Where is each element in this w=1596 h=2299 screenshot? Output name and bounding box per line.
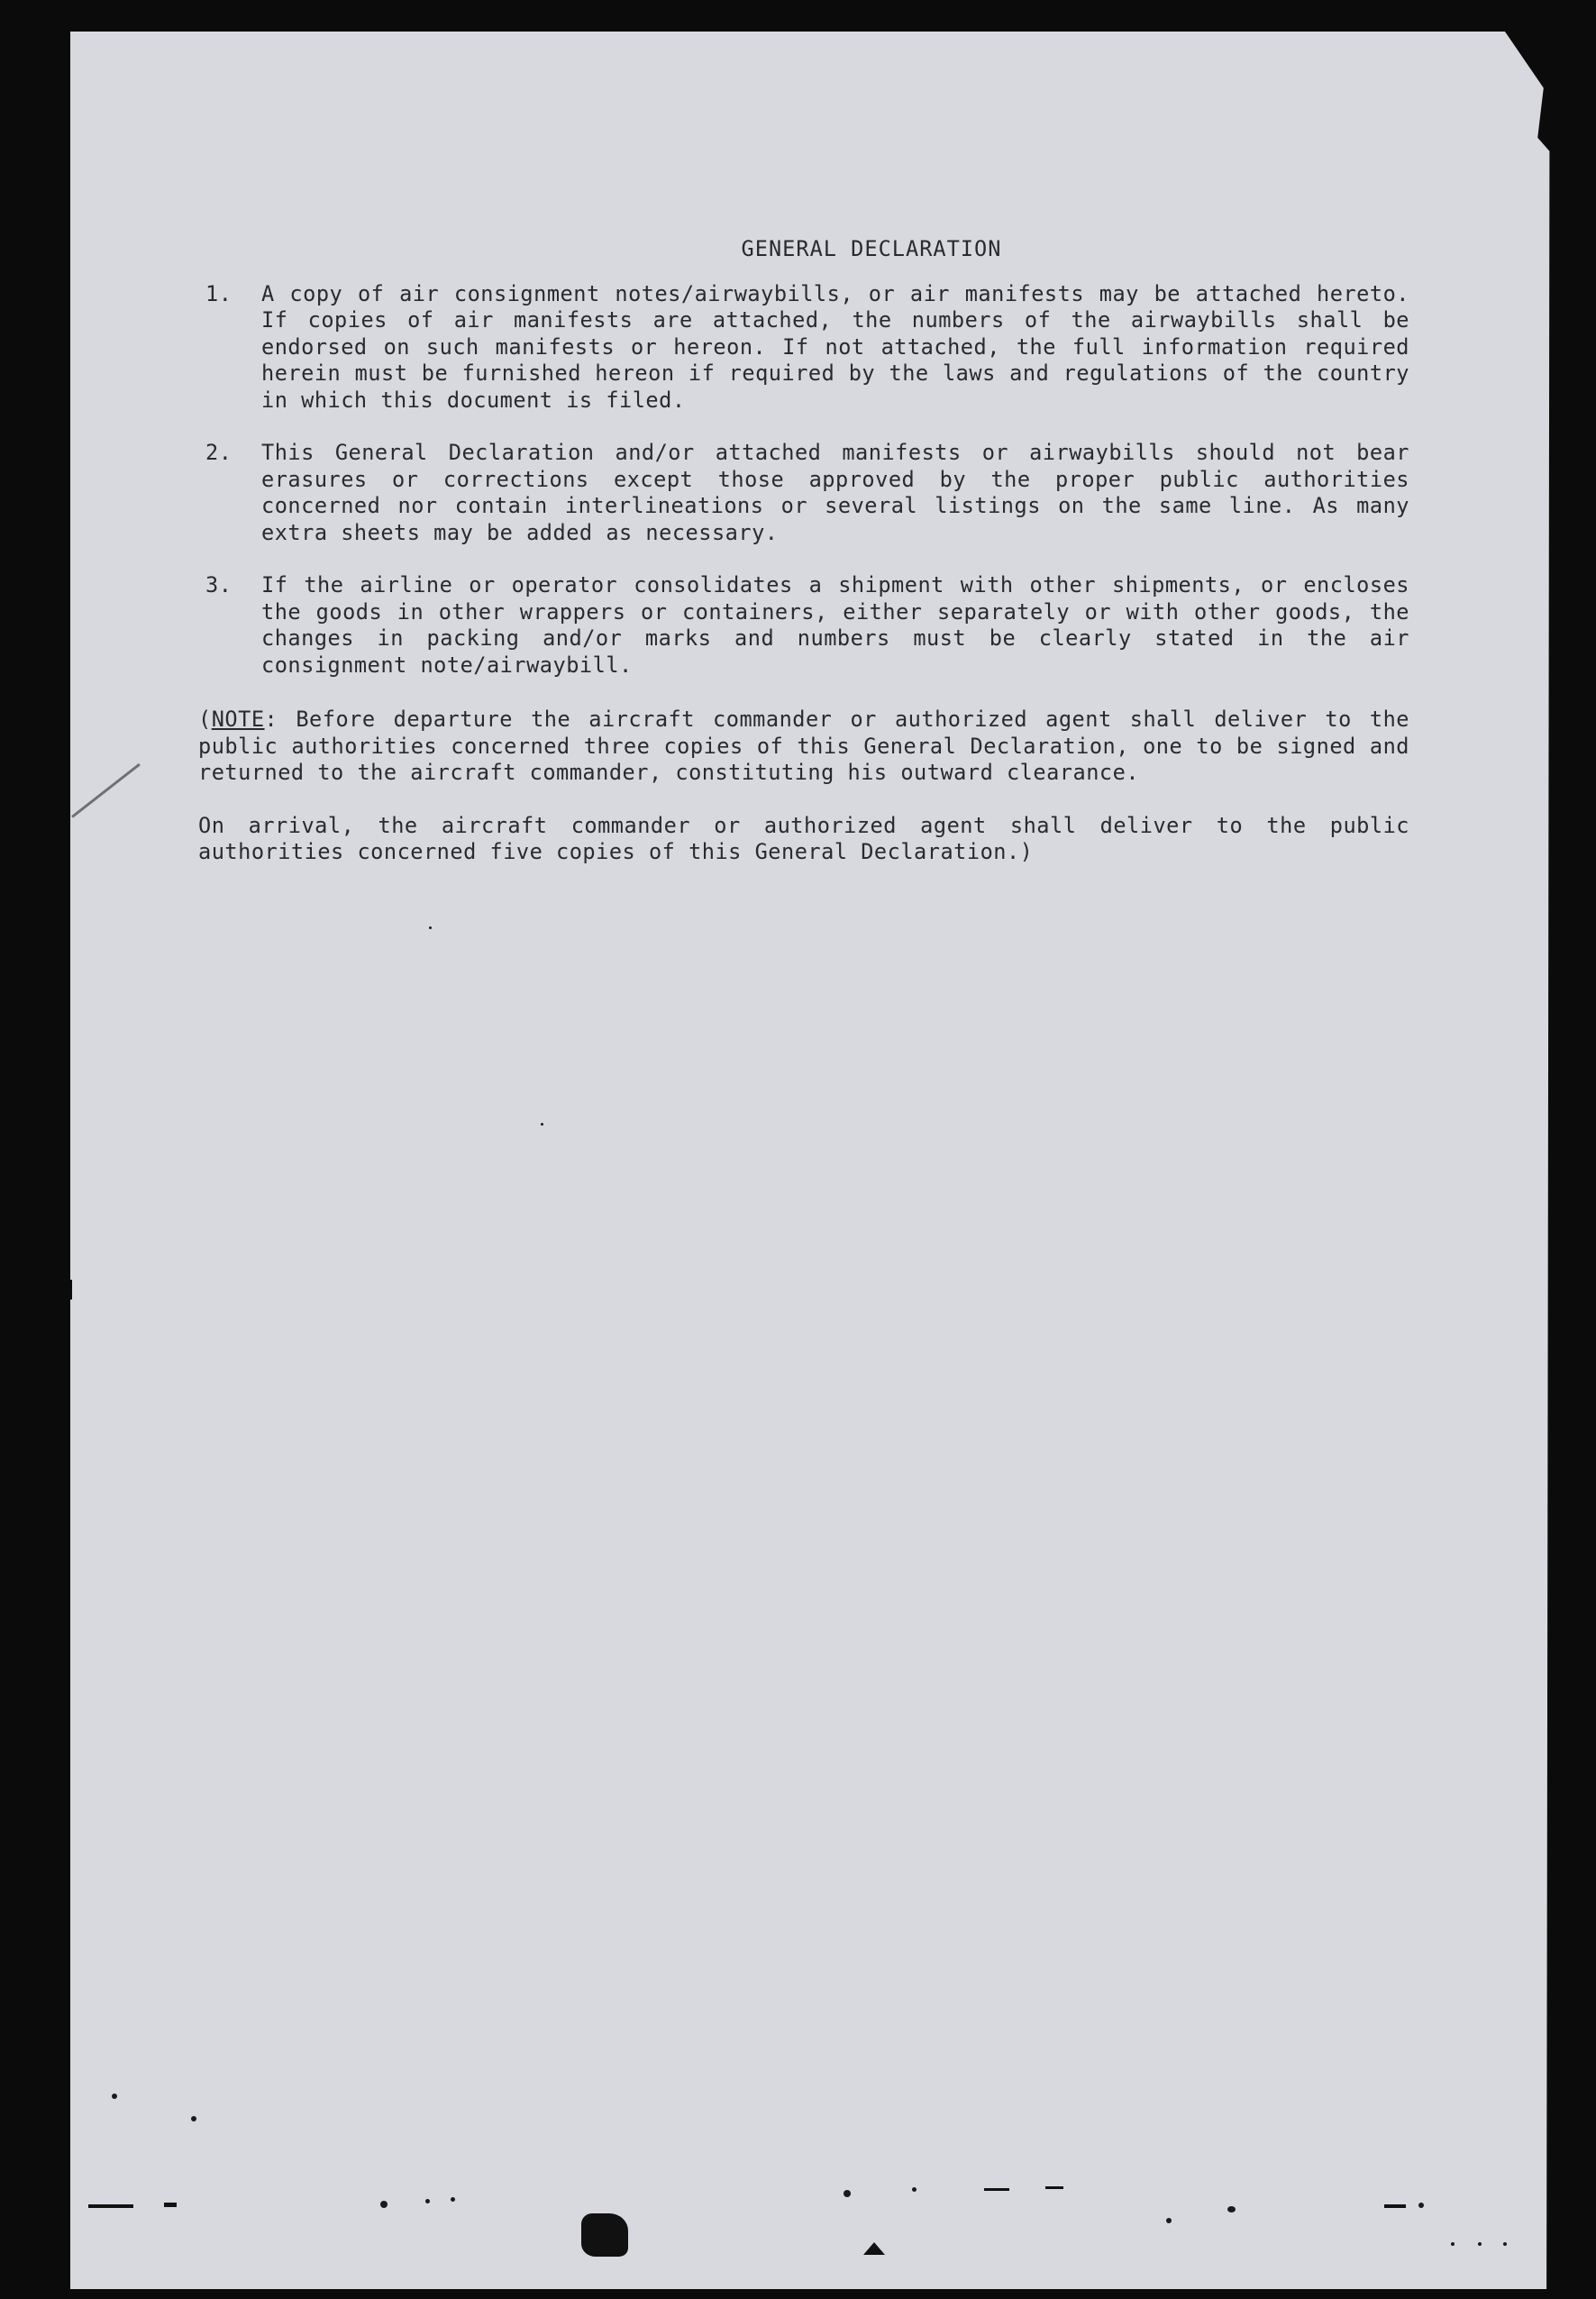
item-number: 3.: [205, 572, 233, 598]
scan-dash-mark: [984, 2188, 1009, 2191]
scan-speck: [1166, 2218, 1172, 2223]
scan-speck: [425, 2199, 430, 2203]
note-text: : Before departure the aircraft commander or authorized agent shall deliver to the public authorities concerned three copies of this General Declaration, one to be signed and returned to the aircraft commander, constituting his outward clearance.: [198, 707, 1409, 785]
scan-dash-mark: [164, 2203, 177, 2207]
scan-speck: [1227, 2206, 1236, 2212]
instruction-item-3: [198, 572, 1409, 679]
item-text: If the airline or operator consolidates a shipment with other shipments, or encloses the goods in other wrappers or containers, either separately or with other goods, the changes in packing and/or marks and numbers must be clearly stated in the air consignment note/airwaybill.: [261, 572, 1409, 678]
note-label: NOTE: [211, 707, 265, 732]
scan-speck: [1451, 2242, 1455, 2246]
instruction-item-1: [198, 281, 1409, 415]
scan-dash-mark: [1045, 2186, 1063, 2189]
scan-speck: [1503, 2242, 1507, 2246]
item-text: This General Declaration and/or attached manifests or airwaybills should not bear erasures or corrections except those approved by the proper public authorities concerned nor contain interlineations or several listings on the same line. As many extra sheets may be added as necessary.: [261, 440, 1409, 545]
item-number: 1.: [205, 280, 233, 306]
scan-speck: [191, 2116, 196, 2121]
item-text: A copy of air consignment notes/airwaybills, or air manifests may be attached hereto. If copies of air manifests are attached, the numbers of the airwaybills shall be endorsed on such manifests or hereon. If not attached, the full information required herein must be furnished hereon if required by the laws and regulations of the country in which this document is filed.: [261, 280, 1409, 413]
paper-edge-notch: [59, 1280, 72, 1300]
note-open-paren: (: [198, 707, 212, 732]
scan-speck: [912, 2187, 917, 2192]
item-number: 2.: [205, 440, 233, 465]
scan-speck: [541, 1123, 543, 1126]
departure-note: [198, 707, 1409, 787]
arrival-note: On arrival, the aircraft commander or authorized agent shall deliver to the public authorities concerned five copies of this General Declaration.): [198, 812, 1409, 864]
scan-dash-mark: [88, 2204, 133, 2208]
declaration-body: [198, 236, 1409, 866]
scan-speck: [112, 2094, 117, 2099]
document-title: GENERAL DECLARATION: [741, 236, 1002, 261]
scan-speck: [429, 926, 432, 929]
instruction-item-2: [198, 440, 1409, 546]
scan-speck: [451, 2197, 455, 2202]
scan-speck: [844, 2190, 851, 2197]
scan-speck: [1418, 2203, 1424, 2208]
scan-speck: [380, 2201, 388, 2208]
scan-dash-mark: [1384, 2204, 1406, 2208]
paper-tear: [581, 2213, 628, 2257]
scan-speck: [1478, 2242, 1482, 2246]
